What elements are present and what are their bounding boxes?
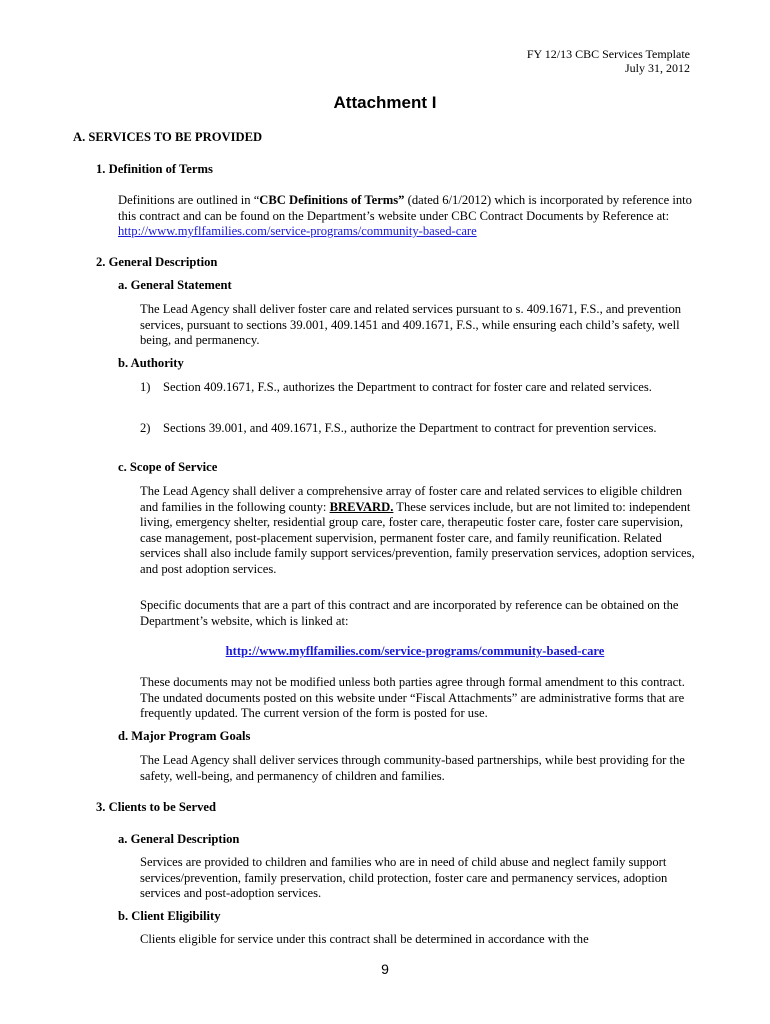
page-title: Attachment I bbox=[333, 93, 437, 112]
s2a-text: The Lead Agency shall deliver foster care and related services pursuant to s. 409.1671, F.S., and prevention services, pursuant to sections 39.001, 409.1451 and 409.1671, F.S., while ensuring each child’s safety, well being, and permanency. bbox=[140, 302, 682, 348]
s2b2-num: 2) bbox=[140, 421, 151, 435]
section-1-body bbox=[118, 193, 693, 240]
s2b1-num: 1) bbox=[140, 380, 151, 394]
s2b2-text: Sections 39.001, and 409.1671, F.S., authorize the Department to contract for prevention services. bbox=[163, 421, 657, 435]
s2c-link-wrap bbox=[140, 644, 690, 660]
s2d-body bbox=[140, 753, 700, 784]
s3b-heading: b. Client Eligibility bbox=[118, 909, 221, 923]
s2c-body-3 bbox=[140, 675, 700, 722]
header-template-name: FY 12/13 CBC Services Template bbox=[526, 47, 690, 61]
section-2-heading: 2. General Description bbox=[96, 255, 218, 269]
document-header bbox=[527, 47, 690, 75]
s3b-text: Clients eligible for service under this contract shall be determined in accordance with the bbox=[140, 932, 589, 946]
s1-text-pre: Definitions are outlined in “ bbox=[118, 193, 260, 207]
s2c-heading: c. Scope of Service bbox=[118, 460, 218, 474]
s2c-body-2 bbox=[140, 598, 700, 629]
s3a-body bbox=[140, 855, 700, 902]
s2b-heading: b. Authority bbox=[118, 356, 184, 370]
county-name: BREVARD. bbox=[329, 499, 394, 514]
s3a-text: Services are provided to children and families who are in need of child abuse and neglect family support services/prevention, family preservation, child protection, foster care and permanency services, adoption services and post-adoption services. bbox=[140, 855, 668, 901]
page-number: 9 bbox=[381, 961, 389, 977]
s2c-text3: These documents may not be modified unless both parties agree through formal amendment to this contract. The undated documents posted on this website under “Fiscal Attachments” are administrative forms that are frequently updated. The current version of the form is posted for use. bbox=[140, 675, 685, 721]
s3b-body bbox=[140, 932, 700, 948]
section-3-heading: 3. Clients to be Served bbox=[96, 800, 216, 814]
s1-text-post: (dated 6/1/2012) which is incorporated by reference into this contract and can be found on the Department’s website under CBC Contract Documents by Reference at: bbox=[118, 193, 692, 223]
s1-text-bold: CBC Definitions of Terms” bbox=[259, 193, 405, 207]
s2c-text-post: These services include, but are not limited to: independent living, emergency shelter, residential group care, foster care, therapeutic foster care, foster care supervision, case management, post-placement supervision, permanent foster care, and family reunification. Related services shall also include family support services/prevention, family preservation services, adoption services, and post adoption services. bbox=[140, 499, 695, 576]
services-link[interactable]: http://www.myflfamilies.com/service-programs/community-based-care bbox=[225, 644, 605, 658]
s2a-body bbox=[140, 302, 700, 349]
s2c-text-pre: The Lead Agency shall deliver a comprehensive array of foster care and related services to eligible children and families in the following county: bbox=[140, 484, 682, 514]
header-date: July 31, 2012 bbox=[624, 61, 690, 75]
s2d-text: The Lead Agency shall deliver services through community-based partnerships, while best providing for the safety, well-being, and permanency of children and families. bbox=[140, 753, 685, 783]
s2c-text2: Specific documents that are a part of this contract and are incorporated by reference can be obtained on the Department’s website, which is linked at: bbox=[140, 598, 679, 628]
section-a-heading: A. SERVICES TO BE PROVIDED bbox=[73, 130, 263, 144]
s2d-heading: d. Major Program Goals bbox=[118, 729, 251, 743]
definitions-link[interactable]: http://www.myflfamilies.com/service-programs/community-based-care bbox=[118, 224, 477, 239]
s2a-heading: a. General Statement bbox=[118, 278, 232, 292]
s3a-heading: a. General Description bbox=[118, 832, 240, 846]
s2c-body bbox=[140, 484, 700, 578]
s2b1-text: Section 409.1671, F.S., authorizes the Department to contract for foster care and related services. bbox=[163, 380, 652, 394]
section-1-heading: 1. Definition of Terms bbox=[96, 162, 213, 176]
